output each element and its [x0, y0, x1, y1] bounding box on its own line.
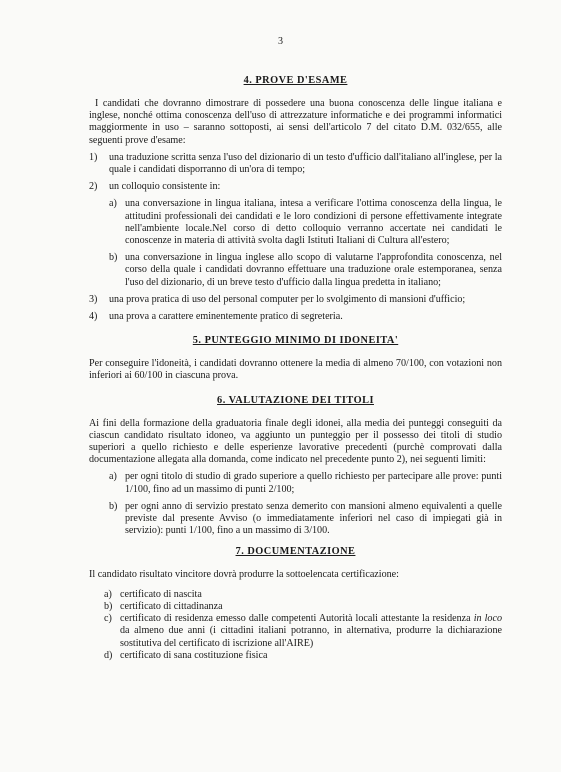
title-item-b — [109, 501, 502, 538]
doc-item-label: a) — [104, 588, 112, 600]
doc-item-text: certificato di sana costituzione fisica — [120, 649, 268, 661]
exam-item-text: una prova pratica di uso del personal computer per lo svolgimento di mansioni d'ufficio; — [109, 293, 466, 305]
title-item-text: per ogni anno di servizio prestato senza demerito con mansioni almeno equivalenti a quelle previste dal presente Avviso (o immediatamente inferiori nel caso di impiegati già in servizio): punti 1/100, fino a un massimo di 3/100. — [125, 500, 502, 537]
exam-item-text: una prova a carattere eminentemente pratico di segreteria. — [109, 311, 343, 323]
section-6-heading: 6. VALUTAZIONE DEI TITOLI — [217, 394, 374, 406]
exam-item-2 — [89, 181, 502, 193]
exam-item-label: 3) — [89, 293, 98, 305]
exam-item-label: 4) — [89, 311, 98, 323]
doc-item-text — [120, 613, 502, 650]
section-5-text: Per conseguire l'idoneità, i candidati dovranno ottenere la media di almeno 70/100, con votazioni non inferiori ai 60/100 in ciascuna prova. — [89, 358, 502, 382]
doc-item-italic-text: in loco — [473, 613, 502, 625]
section-4-intro: I candidati che dovranno dimostrare di possedere una buona conoscenza delle lingue italiana e inglese, nonché ottima conoscenza dell'uso di attrezzature informatiche e dei programmi informatici maggiormente in uso – saranno sottoposti, ai sensi dell'articolo 7 del citato D.M. 032/655, alle seguenti prove d'esame: — [89, 98, 502, 146]
page-content — [89, 74, 502, 662]
title-item-label: b) — [109, 500, 118, 512]
exam-item-text: una traduzione scritta senza l'uso del dizionario di un testo d'ufficio dall'italiano all'inglese, per la quale i candidati disporranno di un'ora di tempo; — [109, 151, 502, 176]
exam-subitem-label: a) — [109, 198, 117, 210]
title-item-a — [109, 471, 502, 495]
exam-item-text: un colloquio consistente in: — [109, 181, 221, 193]
doc-item-label: d) — [104, 649, 113, 661]
doc-item-text-part: certificato di residenza emesso dalle competenti Autorità locali attestante la residenza — [120, 613, 474, 625]
doc-item-c — [104, 613, 502, 650]
doc-item-text: certificato di nascita — [120, 588, 202, 600]
exam-subitem-text: una conversazione in lingua inglese allo scopo di valutarne l'approfondita conoscenza, nel corso della quale i candidati dovranno effettuare una traduzione orale estemporanea, senza l'uso del dizionario, di un breve testo d'ufficio dalla lingua predetta in italiano; — [125, 252, 502, 288]
exam-item-1 — [89, 152, 502, 176]
title-item-label: a) — [109, 471, 117, 483]
section-6-text: Ai fini della formazione della graduatoria finale degli idonei, alla media dei punteggi conseguiti da ciascun candidato risultato idoneo, va aggiunto un punteggio per il possesso dei titoli di studio superiori a quello richiesto e delle esperienze lavorative precedenti (purchè comprovati dalla documentazione allegata alla domanda, come indicato nel precedente punto 2), nei seguenti limiti: — [89, 417, 502, 466]
doc-item-text-part: da almeno due anni (i cittadini italiani potranno, in alternativa, produrre la dichiarazione sostitutiva del certificato di iscrizione all'AIRE) — [120, 625, 502, 649]
section-5-heading: 5. PUNTEGGIO MINIMO DI IDONEITA' — [192, 335, 399, 347]
section-7-text: Il candidato risultato vincitore dovrà produrre la sottoelencata certificazione: — [89, 569, 399, 581]
exam-item-3 — [89, 294, 502, 306]
section-7-heading: 7. DOCUMENTAZIONE — [235, 546, 356, 558]
doc-item-text: certificato di cittadinanza — [120, 600, 223, 612]
doc-item-a — [104, 589, 502, 601]
exam-subitem-b — [109, 252, 502, 289]
exam-item-label: 1) — [89, 151, 98, 163]
exam-subitem-text: una conversazione in lingua italiana, intesa a verificare l'ottima conoscenza della lingua, le attitudini professionali dei candidati e le loro condizioni di persone effettivamente integrate nell'ambiente locale.Nel corso di detto colloquio verranno accertate nei candidati le conoscenze in materia di attività svolta dagli Istituti Italiani di Cultura all'estero; — [125, 198, 502, 247]
doc-item-b — [104, 601, 502, 613]
exam-item-label: 2) — [89, 181, 98, 193]
exam-subitem-label: b) — [109, 252, 118, 264]
exam-item-4 — [89, 311, 502, 323]
section-4-heading: 4. PROVE D'ESAME — [243, 75, 348, 86]
doc-item-d — [104, 650, 502, 662]
title-item-text: per ogni titolo di studio di grado superiore a quello richiesto per partecipare alle prove: punti 1/100, fino ad un massimo di punti 2/100; — [125, 471, 502, 495]
doc-item-label: b) — [104, 600, 113, 612]
page-number: 3 — [278, 36, 283, 47]
doc-item-label: c) — [104, 613, 112, 625]
exam-subitem-a — [109, 198, 502, 247]
